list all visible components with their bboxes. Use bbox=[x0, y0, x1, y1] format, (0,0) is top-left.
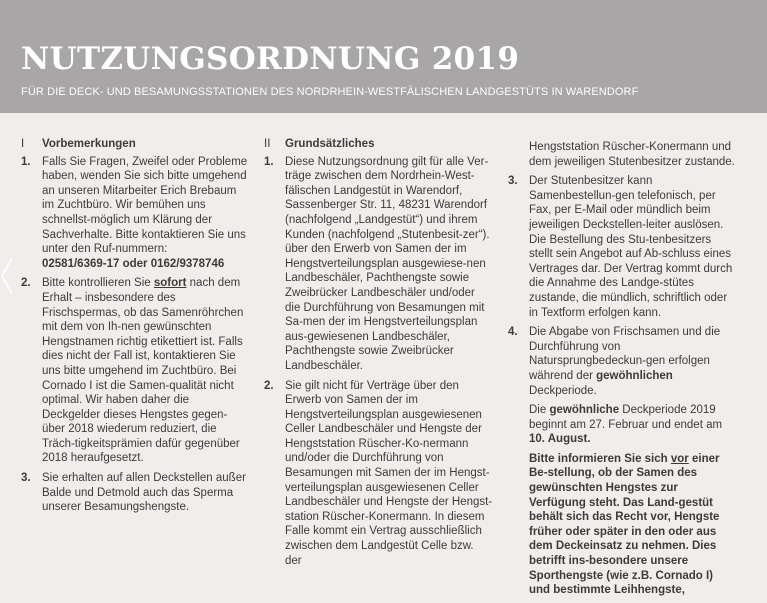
header-banner bbox=[0, 0, 767, 113]
text-run: Bitte informieren Sie sich bbox=[529, 452, 671, 465]
section-number: II bbox=[264, 138, 271, 150]
list-item bbox=[508, 325, 735, 398]
item-text: Falls Sie Fragen, Zweifel oder Probleme haben, wenden Sie sich bitte umgehend an unseren Mitarbeiter Erich Brebaum im Zuchtbüro. Wir bemühen uns schnellst-möglich um Klärung der Sachverhalte. Bitte kontaktieren Sie uns unter den Ruf-nummern: bbox=[42, 155, 248, 256]
item-number: 2. bbox=[264, 379, 274, 392]
emphasis-text: gewöhnlichen bbox=[596, 369, 673, 382]
list-item bbox=[264, 379, 493, 569]
item-number: 3. bbox=[508, 175, 518, 188]
item-text: Sie erhalten auf allen Deckstellen außer Balde und Detmold auch das Sperma unserer Besamungshengste. bbox=[42, 472, 246, 514]
item-number: 1. bbox=[264, 155, 274, 168]
text-run: Deckperiode 2019 beginnt am 27. Februar und endet am bbox=[529, 404, 723, 431]
item-text bbox=[529, 325, 735, 398]
text-run: Deckperiode. bbox=[529, 384, 597, 397]
item-number: 2. bbox=[21, 277, 31, 290]
continued-text: Hengststation Rüscher-Konermann und dem jeweiligen Stutenbesitzer zustande. bbox=[529, 141, 735, 168]
notice-paragraph bbox=[529, 452, 735, 598]
list-item bbox=[21, 155, 248, 272]
column-3 bbox=[508, 140, 735, 603]
date-text: 10. August. bbox=[529, 433, 591, 446]
item-text: Diese Nutzungsordnung gilt für alle Ver-träge zwischen dem Nordrhein-West-fälischen Landgestüt in Warendorf, Sassenberger Str. 11, 48231 Warendorf (nachfolgend „Landgestüt“) und ihrem Kunden (nachfolgend „Stutenbesit-zer“). über den Erwerb von Samen der im Hengstverteilungsplan ausgewiese-nen Landbeschäler, Pachthengste sowie Zweibrücker Landbeschäler und/oder die Durchführung von Besamungen mit Sa-men der im Hengstverteilungsplan aus-gewiesenen Landbeschäler, Pachthengste sowie Zweibrücker Landbeschäler. bbox=[285, 155, 490, 372]
list-item bbox=[21, 471, 248, 515]
list-item bbox=[508, 174, 735, 320]
section-title: Grundsätzliches bbox=[285, 138, 375, 150]
list-item bbox=[264, 155, 493, 374]
item-text bbox=[42, 276, 248, 466]
chevron-left-icon[interactable] bbox=[0, 256, 14, 296]
page-title: NUTZUNGSORDNUNG 2019 bbox=[21, 41, 520, 77]
section-heading-grundsaetzliches bbox=[264, 137, 493, 152]
text-run: Die bbox=[529, 404, 550, 417]
phone-numbers: 02581/6369-17 oder 0162/9378746 bbox=[42, 257, 225, 270]
page-subtitle: FÜR DIE DECK- UND BESAMUNGSSTATIONEN DES NORDRHEIN-WESTFÄLISCHEN LANDGESTÜTS IN WARENDORF bbox=[21, 86, 639, 98]
emphasis-text: gewöhnliche bbox=[549, 404, 620, 417]
emphasis-text: vor bbox=[670, 452, 689, 465]
emphasis-text: sofort bbox=[153, 277, 187, 290]
list-item bbox=[21, 276, 248, 466]
text-run: einer Be-stellung, ob der Samen des gewünschten Hengstes zur Verfügung steht. Das Land-gestüt behält sich das Recht vor, Hengste früher oder später in den oder aus dem Deckeinsatz zu nehmen. Dies betrifft ins-besondere unsere Sporthengste (wie z.B. Cornado I) und bestimmte Leihhengste, bbox=[529, 452, 720, 597]
text-run: Bitte kontrollieren Sie bbox=[42, 277, 154, 290]
text-run: nach dem Erhalt – insbesondere des Frischspermas, ob das Samenröhrchen mit dem von Ih-nen gewünschten Hengstnamen richtig etikettiert ist. Falls dies nicht der Fall ist, kontaktieren Sie uns bitte umgehend im Zuchtbüro. Bei Cornado I ist die Samen-qualität nicht optimal. Wir haben daher die Deckgelder dieses Hengstes gegen-über 2018 wiederum reduziert, die Träch-tigkeitsprämien dafür gegenüber 2018 heraufgesetzt. bbox=[42, 277, 244, 465]
item-text: Der Stutenbesitzer kann Samenbestellun-gen telefonisch, per Fax, per E-Mail oder mündlich beim jeweiligen Deckstellen-leiter auslösen. Die Bestellung des Stu-tenbesitzers stellt sein Angebot auf Ab-schluss eines Vertrages dar. Der Vertrag kommt durch die Annahme des Landge-stütes zustande, die mündlich, schriftlich oder in Textform erfolgen kann. bbox=[529, 175, 733, 319]
item-number: 3. bbox=[21, 472, 31, 485]
column-1 bbox=[21, 137, 248, 520]
item-text: Sie gilt nicht für Verträge über den Erwerb von Samen der im Hengstverteilungsplan ausgewiesenen Celler Landbeschäler und Hengste der Hengststation Rüscher-Ko-nermann und/oder die Durchführung von Besamungen mit Samen der im Hengst-verteilungsplan ausgewiesenen Celler Landbeschäler und Hengste der Hengst-station Rüscher-Konermann. In diesem Falle kommt ein Vertrag ausschließlich zwischen dem Landgestüt Celle bzw. der bbox=[285, 379, 493, 567]
item-number: 4. bbox=[508, 326, 518, 339]
section-number: I bbox=[21, 138, 25, 150]
deckperiode-paragraph bbox=[529, 403, 735, 447]
section-heading-vorbemerkungen bbox=[21, 137, 248, 152]
section-title: Vorbemerkungen bbox=[42, 138, 136, 150]
item-number: 1. bbox=[21, 155, 31, 168]
column-2 bbox=[264, 137, 493, 573]
text-run: Die Abgabe von Frischsamen und die Durchführung von Natursprungbedeckun-gen erfolgen während der bbox=[529, 326, 721, 382]
